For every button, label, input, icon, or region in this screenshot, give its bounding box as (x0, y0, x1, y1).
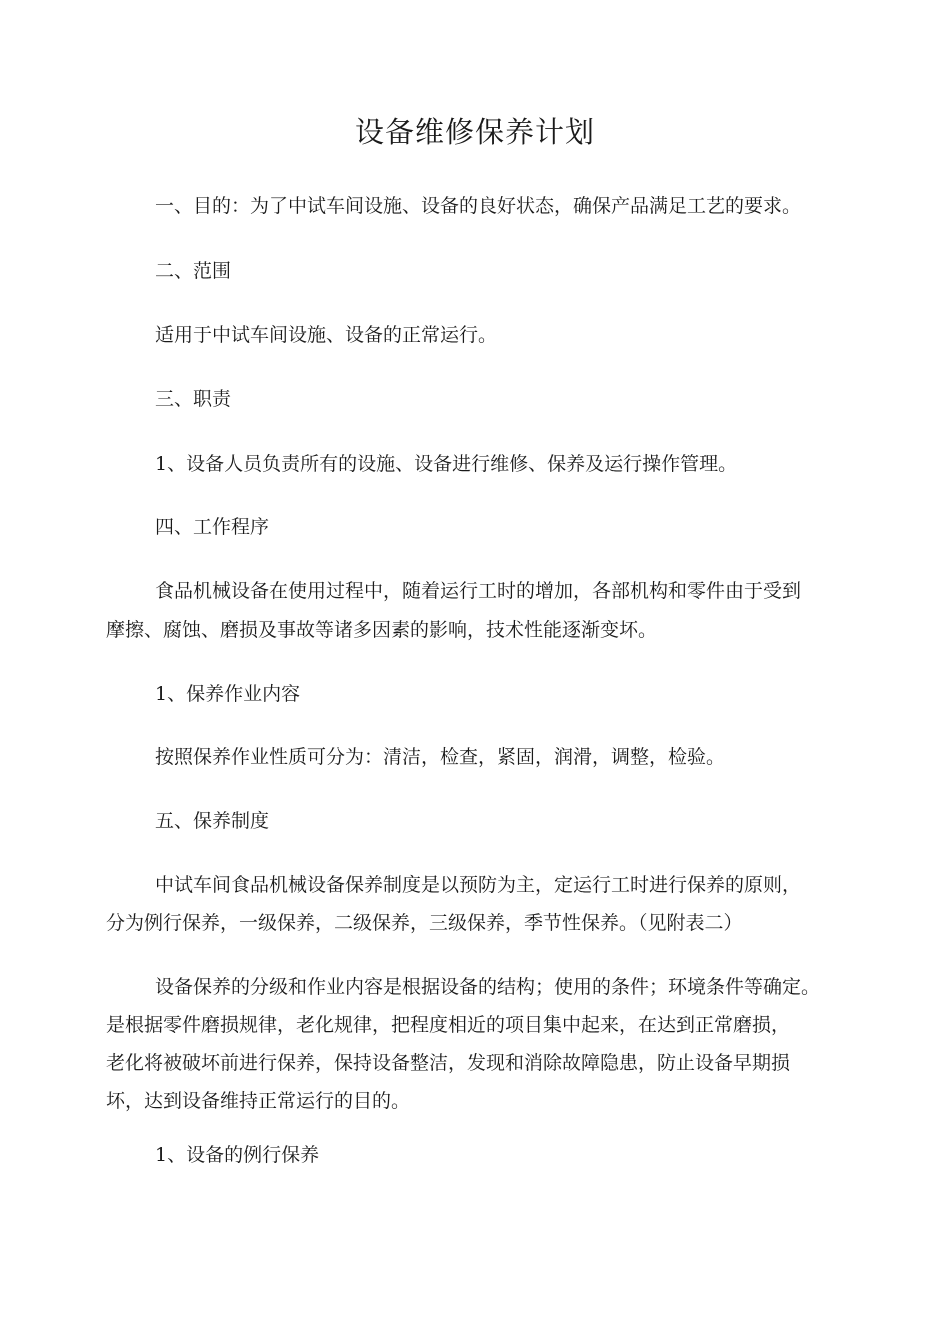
scope-heading: 二、范围 (155, 260, 232, 282)
grading-text-line-4: 坏，达到设备维持正常运行的目的。 (106, 1090, 411, 1112)
scope-text: 适用于中试车间设施、设备的正常运行。 (155, 324, 498, 346)
document-title: 设备维修保养计划 (354, 115, 595, 149)
duties-item-1: 1、设备人员负责所有的设施、设备进行维修、保养及运行操作管理。 (155, 453, 738, 475)
procedure-text-line-1: 食品机械设备在使用过程中，随着运行工时的增加，各部机构和零件由于受到 (155, 580, 802, 602)
grading-text-line-3: 老化将被破坏前进行保养，保持设备整洁，发现和消除故障隐患，防止设备早期损 (106, 1052, 791, 1074)
grading-text-line-2: 是根据零件磨损规律，老化规律，把程度相近的项目集中起来，在达到正常磨损， (106, 1014, 791, 1036)
purpose-line: 一、目的：为了中试车间设施、设备的良好状态，确保产品满足工艺的要求。 (155, 195, 802, 217)
system-text-line-2: 分为例行保养，一级保养，二级保养，三级保养，季节性保养。（见附表二） (106, 912, 743, 934)
routine-maintenance-heading: 1、设备的例行保养 (155, 1144, 320, 1166)
procedure-heading: 四、工作程序 (155, 516, 270, 538)
grading-text-line-1: 设备保养的分级和作业内容是根据设备的结构；使用的条件；环境条件等确定。 (155, 976, 821, 998)
duties-heading: 三、职责 (155, 388, 232, 410)
maintenance-system-heading: 五、保养制度 (155, 810, 270, 832)
procedure-text-line-2: 摩擦、腐蚀、磨损及事故等诸多因素的影响，技术性能逐渐变坏。 (106, 619, 658, 641)
maintenance-content-heading: 1、保养作业内容 (155, 683, 301, 705)
system-text-line-1: 中试车间食品机械设备保养制度是以预防为主，定运行工时进行保养的原则， (155, 874, 802, 896)
maintenance-content-text: 按照保养作业性质可分为：清洁，检查，紧固，润滑，调整，检验。 (155, 746, 726, 768)
